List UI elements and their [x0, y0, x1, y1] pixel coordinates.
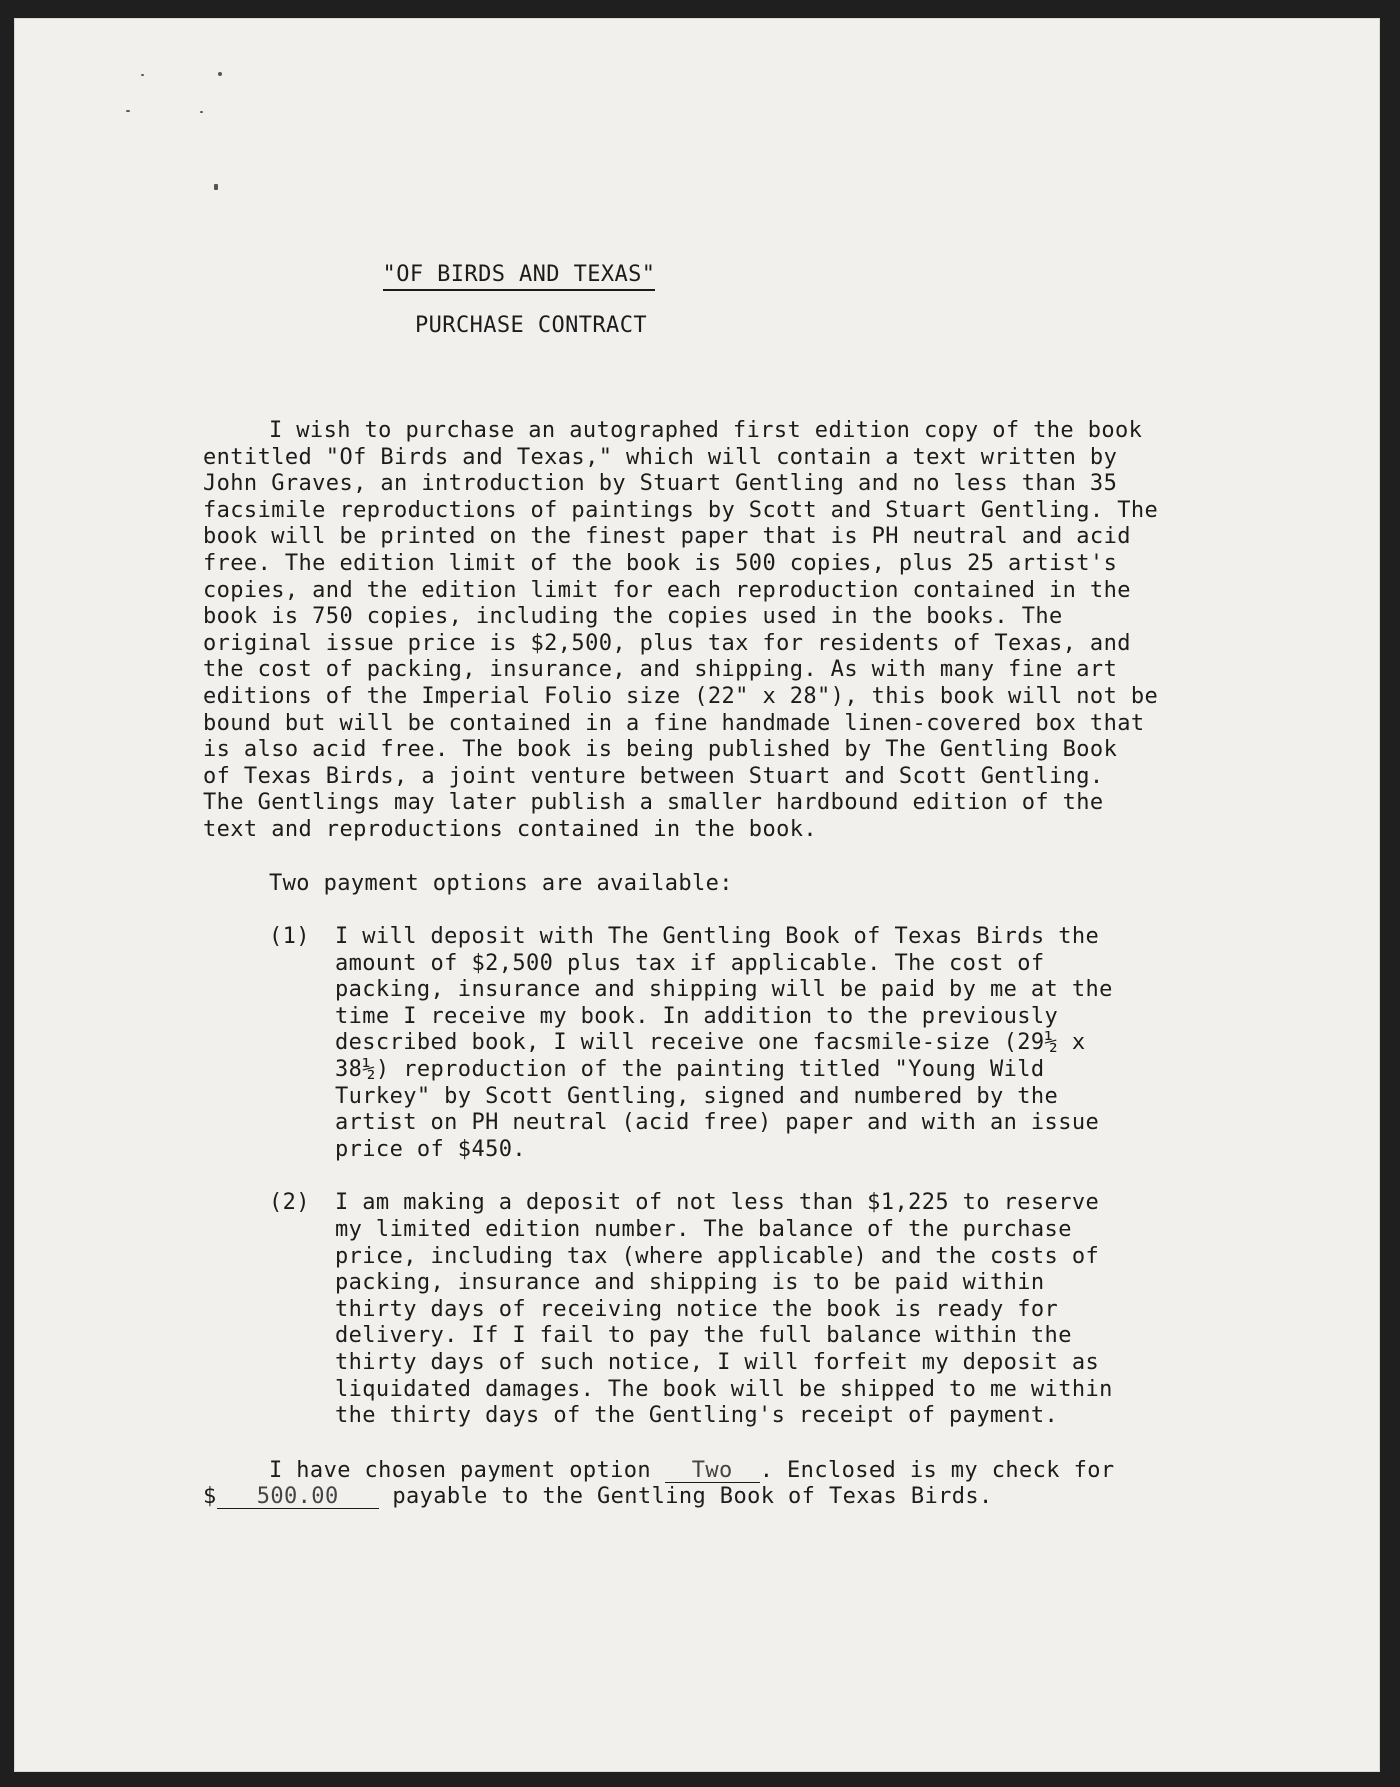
option-number: (2)	[269, 1190, 310, 1216]
closing-section	[203, 1458, 1163, 1511]
paper-speck	[141, 74, 144, 76]
contract-body	[203, 262, 1163, 1511]
paper-speck	[200, 111, 203, 113]
currency-symbol: $	[203, 1484, 217, 1510]
chosen-prefix: I have chosen payment option	[269, 1457, 652, 1483]
closing-line-2	[203, 1484, 1163, 1511]
chosen-option-field[interactable]: Two	[665, 1460, 760, 1483]
paper-speck	[214, 184, 218, 190]
paper-speck	[126, 110, 130, 112]
intro-paragraph: I wish to purchase an autographed first edition copy of the book entitled "Of Birds and Texas," which will contain a text written by John Graves, an introduction by Stuart Gentling and no less than 35 facsimile reproductions of paintings by Scott and Stuart Gentling. The book will be printed on the finest paper that is PH neutral and acid free. The edition limit of the book is 500 copies, plus 25 artist's copies, and the edition limit for each reproduction contained in the book is 750 copies, including the copies used in the books. The original issue price is $2,500, plus tax for residents of Texas, and the cost of packing, insurance, and shipping. As with many fine art editions of the Imperial Folio size (22" x 28"), this book will not be bound but will be contained in a fine handmade linen-covered box that is also acid free. The book is being published by The Gentling Book of Texas Birds, a joint venture between Stuart and Scott Gentling. The Gentlings may later publish a smaller hardbound edition of the text and reproductions contained in the book.	[203, 418, 1159, 842]
document-page	[14, 18, 1380, 1772]
title-text: "OF BIRDS AND TEXAS"	[383, 262, 656, 291]
option-text: I am making a deposit of not less than $1,225 to reserve my limited edition number. The balance of the purchase price, including tax (where applicable) and the costs of packing, insurance and shipping is to be paid within thirty days of receiving notice the book is ready for delivery. If I fail to pay the full balance within the thirty days of such notice, I will forfeit my deposit as liquidated damages. The book will be shipped to me within the thirty days of the Gentling's receipt of payment.	[335, 1190, 1113, 1429]
payment-option-1	[203, 924, 1163, 1163]
document-subtitle: PURCHASE CONTRACT	[415, 313, 647, 338]
payment-option-2	[203, 1190, 1163, 1429]
option-text: I will deposit with The Gentling Book of Texas Birds the amount of $2,500 plus tax if applicable. The cost of packing, insurance and shipping will be paid by me at the time I receive my book. In addition to the previously described book, I will receive one facsmile-size (29½ x 38½) reproduction of the painting titled "Young Wild Turkey" by Scott Gentling, signed and numbered by the artist on PH neutral (acid free) paper and with an issue price of $450.	[335, 924, 1113, 1162]
chosen-suffix: . Enclosed is my check for	[759, 1457, 1115, 1483]
closing-line-1	[203, 1458, 1163, 1485]
payment-intro: Two payment options are available:	[269, 870, 733, 896]
document-title	[203, 262, 835, 291]
paper-speck	[218, 72, 222, 76]
option-number: (1)	[269, 924, 310, 950]
check-amount-field[interactable]: 500.00	[217, 1486, 379, 1509]
payable-text: payable to the Gentling Book of Texas Birds.	[392, 1484, 993, 1510]
